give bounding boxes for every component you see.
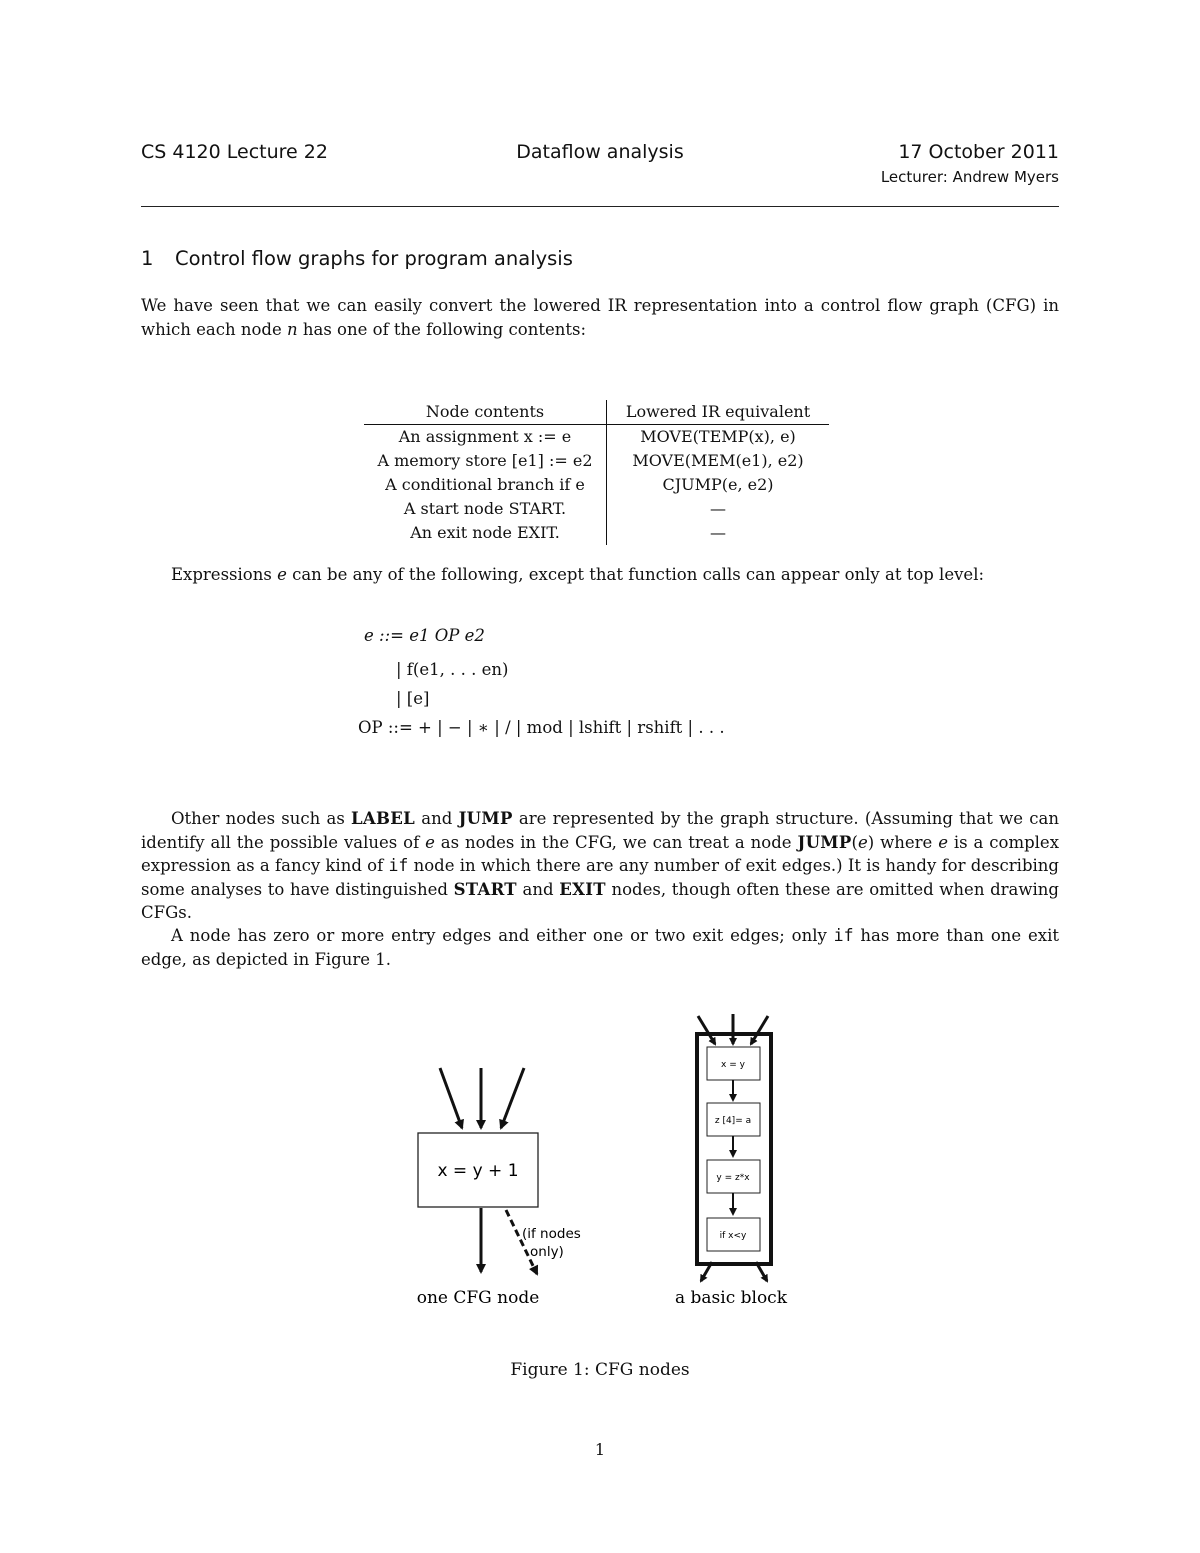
table-cell: An exit node EXIT. <box>364 521 607 545</box>
var-e: e <box>425 832 435 852</box>
table-cell: A memory store [e1] := e2 <box>364 449 607 473</box>
para2-text: nodes, though often these are omitted when drawing CFGs. <box>141 879 1059 922</box>
expr-text-1: Expressions <box>171 565 278 584</box>
intro-text-2: has one of the following contents: <box>297 319 587 339</box>
table-cell: A conditional branch if e <box>364 473 607 497</box>
table-cell: CJUMP(e, e2) <box>662 475 774 494</box>
keyword-start: START <box>453 879 517 899</box>
lecturer-name: Lecturer: Andrew Myers <box>880 168 1059 186</box>
para2-text: node in which there are any number of exit edges.) It is handy for describing some analyses to have distinguished <box>141 856 1059 899</box>
expr-text-2: can be any of the following, except that function calls can appear only at top level: <box>286 565 985 584</box>
grammar-line-mem: | [e] <box>396 689 430 708</box>
column-header-ir-equivalent: Lowered IR equivalent <box>607 400 830 425</box>
expr-var-e: e <box>277 565 287 584</box>
section-number: 1 <box>141 247 154 270</box>
para2-text: and <box>415 809 459 828</box>
table-cell: MOVE(TEMP(x), e) <box>640 427 796 446</box>
intro-text-1: We have seen that we can easily convert the lowered IR representation into a control flow graph (CFG) in which each node <box>141 296 1059 339</box>
lecture-topic: Dataflow analysis <box>516 141 684 163</box>
para3-text: has more than one exit edge, as depicted in Figure 1. <box>141 926 1059 969</box>
block-node-label: y = z*x <box>716 1173 750 1183</box>
keyword-jump: JUMP <box>458 809 513 828</box>
table-cell: A start node START. <box>364 497 607 521</box>
grammar-line-op: OP ::= + | − | ∗ | / | mod | lshift | rshift | . . . <box>358 718 725 737</box>
entry-edge-arrow <box>440 1068 462 1128</box>
keyword-if: if <box>833 926 854 945</box>
para2-text: is a complex expression as a fancy kind of <box>141 832 1060 875</box>
section-title: Control flow graphs for program analysis <box>175 247 573 270</box>
para2-text: ) where <box>867 832 939 852</box>
keyword-if: if <box>388 856 409 875</box>
keyword-jump: JUMP <box>797 832 852 852</box>
block-node-label: if x<y <box>719 1231 747 1241</box>
if-nodes-note-line2: only) <box>530 1244 564 1260</box>
lecture-date: 17 October 2011 <box>898 141 1059 163</box>
para2-text: Other nodes such as <box>171 809 352 828</box>
para2-text: as nodes in the CFG, we can treat a node <box>434 832 798 852</box>
single-cfg-node-diagram <box>417 1068 581 1308</box>
table-cell: MOVE(MEM(e1), e2) <box>632 451 804 470</box>
para2-text: and <box>516 879 560 899</box>
basic-block-caption: a basic block <box>674 1288 788 1308</box>
if-nodes-note-line1: (if nodes <box>522 1226 581 1242</box>
grammar-line-e: e ::= e1 OP e2 <box>364 626 485 645</box>
block-node-label: x = y <box>721 1060 745 1070</box>
para2-text: are represented by the graph structure. (Assuming that we can identify all the possible values of <box>141 809 1059 852</box>
table-cell: — <box>710 523 726 542</box>
var-e: e <box>857 832 868 852</box>
entry-edge-arrow <box>501 1068 524 1128</box>
keyword-label: LABEL <box>351 809 416 828</box>
grammar-line-call: | f(e1, . . . en) <box>396 660 509 679</box>
table-cell: — <box>710 499 726 518</box>
course-title: CS 4120 Lecture 22 <box>141 141 328 163</box>
para2-text: ( <box>851 832 858 852</box>
para3-text: A node has zero or more entry edges and either one or two exit edges; only <box>171 926 834 945</box>
cfg-node-label: x = y + 1 <box>437 1161 519 1181</box>
table-cell: An assignment x := e <box>364 425 607 450</box>
page-number: 1 <box>594 1440 606 1459</box>
one-cfg-node-caption: one CFG node <box>416 1288 540 1308</box>
intro-var-n: n <box>287 319 298 339</box>
basic-block-diagram <box>675 1014 788 1308</box>
if-exit-edge-arrow <box>506 1210 537 1274</box>
column-header-node-contents: Node contents <box>364 400 607 425</box>
figure-caption: Figure 1: CFG nodes <box>510 1360 690 1380</box>
block-node-label: z [4]= a <box>714 1116 752 1126</box>
keyword-exit: EXIT <box>559 879 606 899</box>
var-e: e <box>938 832 948 852</box>
